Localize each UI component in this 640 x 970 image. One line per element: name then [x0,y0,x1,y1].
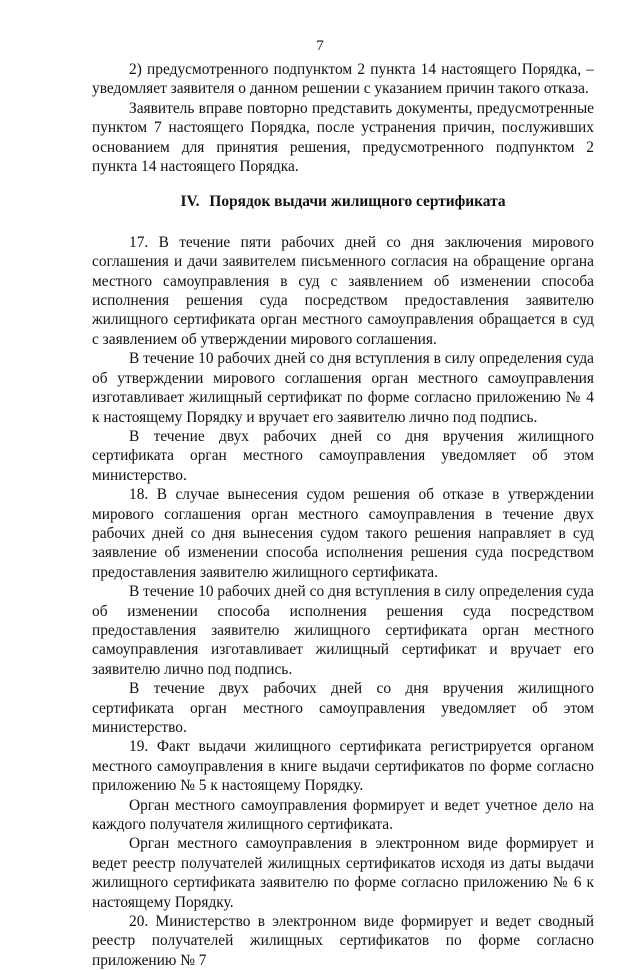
paragraph: 17. В течение пяти рабочих дней со дня заключения мирового соглашения и дачи заявителем письменного согласия на обращение органа местного самоуправления в суд с заявлением об изменении способа исполнения решения суда посредством предоставления заявителю жилищного сертификата орган местного самоуправления обращается в суд с заявлением об утверждении мирового соглашения. [92,233,594,348]
section-heading [92,192,594,211]
paragraph: 18. В случае вынесения судом решения об отказе в утверждении мирового соглашения орган местного самоуправления в течение двух рабочих дней со дня вынесения судом такого решения направляет в суд заявление об изменении способа исполнения решения суда посредством предоставления заявителю жилищного сертификата. [92,486,594,581]
paragraph: В течение 10 рабочих дней со дня вступления в силу определения суда об изменении способа исполнения решения суда посредством предоставления заявителю жилищного сертификата орган местного самоуправления изготавливает жилищный сертификат и вручает его заявителю лично под подпись. [92,583,594,678]
paragraph: 19. Факт выдачи жилищного сертификата регистрируется органом местного самоуправления в книге выдачи сертификатов по форме согласно приложению № 5 к настоящему Порядку. [92,738,594,795]
paragraph: В течение двух рабочих дней со дня вручения жилищного сертификата орган местного самоуправления уведомляет об этом министерство. [92,427,594,484]
paragraph: Орган местного самоуправления в электронном виде формирует и ведет реестр получателей жилищных сертификатов исходя из даты выдачи жилищного сертификата заявителю по форме согласно приложению № 6 к настоящему Порядку. [92,835,594,911]
page-number: 7 [316,38,324,54]
document-body [92,60,594,970]
section-title: Порядок выдачи жилищного сертификата [209,193,506,211]
paragraph: В течение двух рабочих дней со дня вручения жилищного сертификата орган местного самоуправления уведомляет об этом министерство. [92,680,594,736]
paragraph: Орган местного самоуправления формирует и ведет учетное дело на каждого получателя жилищного сертификата. [92,796,594,834]
section-number: IV. [180,193,200,211]
paragraph: В течение 10 рабочих дней со дня вступления в силу определения суда об утверждении мирового соглашения орган местного самоуправления изготавливает жилищный сертификат по форме согласно приложению № 4 к настоящему Порядку и вручает его заявителю лично под подпись. [92,350,594,426]
paragraph: 2) предусмотренного подпунктом 2 пункта 14 настоящего Порядка, – уведомляет заявителя о данном решении с указанием причин такого отказа. [92,61,594,98]
paragraph: 20. Министерство в электронном виде формирует и ведет сводный реестр получателей жилищных сертификатов по форме согласно приложению № 7 [92,913,594,969]
paragraph: Заявитель вправе повторно представить документы, предусмотренные пунктом 7 настоящего Порядка, после устранения причин, послуживших основанием для принятия решения, предусмотренного подпунктом 2 пункта 14 настоящего Порядка. [92,99,594,176]
